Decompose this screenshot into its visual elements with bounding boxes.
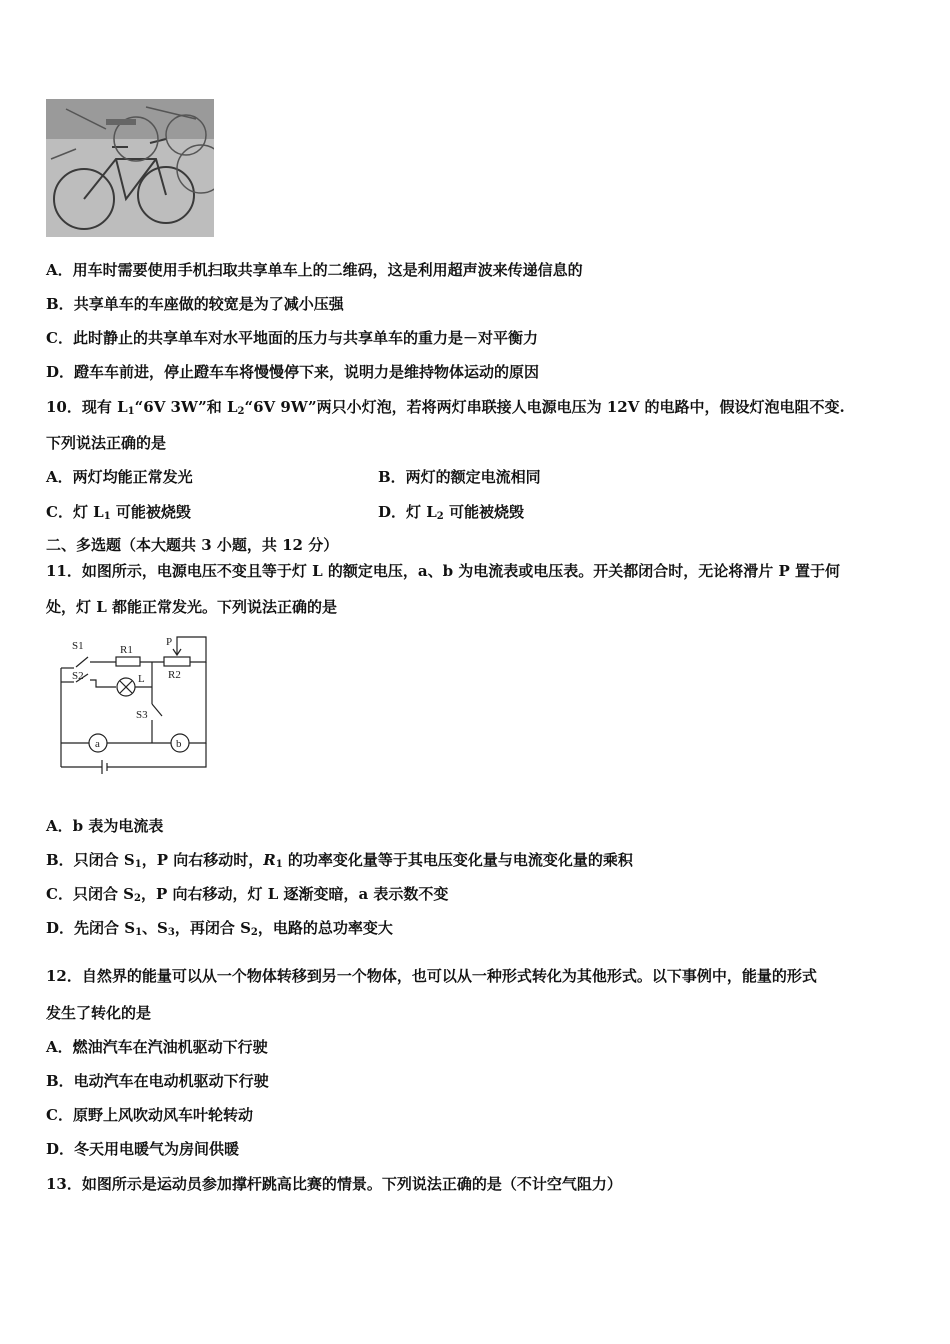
q11-circuit-diagram [56,632,216,778]
q12-stem-line1: 12．自然界的能量可以从一个物体转移到另一个物体，也可以从一种形式转化为其他形式。以下事例中，能量的形式 [46,967,817,985]
q11-option-d: D．先闭合 $S_1$、$S_3$，再闭合 $S_2$，电路的总功率变大 [46,919,393,938]
label-l: L [138,673,145,685]
q9-option-c: C．此时静止的共享单车对水平地面的压力与共享单车的重力是－对平衡力 [46,329,538,347]
section-heading-multiple-choice: 二、多选题（本大题共 3 小题，共 12 分） [46,536,339,554]
q10-stem: 10．现有 $L_1“6V$ 3W”和 $L_2“6V$ 9W”两只小灯泡，若将两灯串联接人电源电压为 12V 的电路中，假设灯泡电阻不变. [46,398,845,417]
q11-stem-line2: 处，灯 L 都能正常发光。下列说法正确的是 [46,598,337,616]
q13-stem: 13．如图所示是运动员参加撑杆跳高比赛的情景。下列说法正确的是（不计空气阻力） [46,1175,622,1193]
q11-stem-line1: 11．如图所示，电源电压不变且等于灯 L 的额定电压，a、b 为电流表或电压表。开关都闭合时，无论将滑片 P 置于何 [46,562,841,580]
q10-option-b: B．两灯的额定电流相同 [378,468,541,486]
q10-option-a: A．两灯均能正常发光 [46,468,193,486]
q11-option-a: A．b 表为电流表 [46,817,164,835]
shared-bicycles-photo [46,99,214,237]
label-r2: R2 [168,669,181,681]
label-r1: R1 [120,644,133,656]
label-meter-a: a [95,738,100,750]
q12-option-c: C．原野上风吹动风车叶轮转动 [46,1106,253,1124]
q9-option-a: A．用车时需要使用手机扫取共享单车上的二维码，这是利用超声波来传递信息的 [46,261,583,279]
label-s2: S2 [72,670,84,682]
label-s3: S3 [136,709,148,721]
q12-stem-line2: 发生了转化的是 [46,1004,152,1022]
q10-stem-line2: 下列说法正确的是 [46,434,167,452]
q11-option-b: B．只闭合 $S_1$，P 向右移动时，$R_1$ 的功率变化量等于其电压变化量与电流变化量的乘积 [46,851,633,870]
q10-option-d: D．灯 $L_2$ 可能被烧毁 [378,503,524,522]
q12-option-d: D．冬天用电暖气为房间供暖 [46,1140,240,1158]
label-meter-b: b [176,738,182,750]
q11-option-c: C．只闭合 $S_2$，P 向右移动，灯 L 逐渐变暗，a 表示数不变 [46,885,449,904]
q12-option-a: A．燃油汽车在汽油机驱动下行驶 [46,1038,268,1056]
q9-option-d: D．蹬车车前进，停止蹬车车将慢慢停下来，说明力是维持物体运动的原因 [46,363,540,381]
q12-option-b: B．电动汽车在电动机驱动下行驶 [46,1072,269,1090]
q9-option-b: B．共享单车的车座做的较宽是为了减小压强 [46,295,344,313]
q10-option-c: C．灯 $L_1$ 可能被烧毁 [46,503,191,522]
label-s1: S1 [72,640,84,652]
label-p: P [166,636,173,648]
